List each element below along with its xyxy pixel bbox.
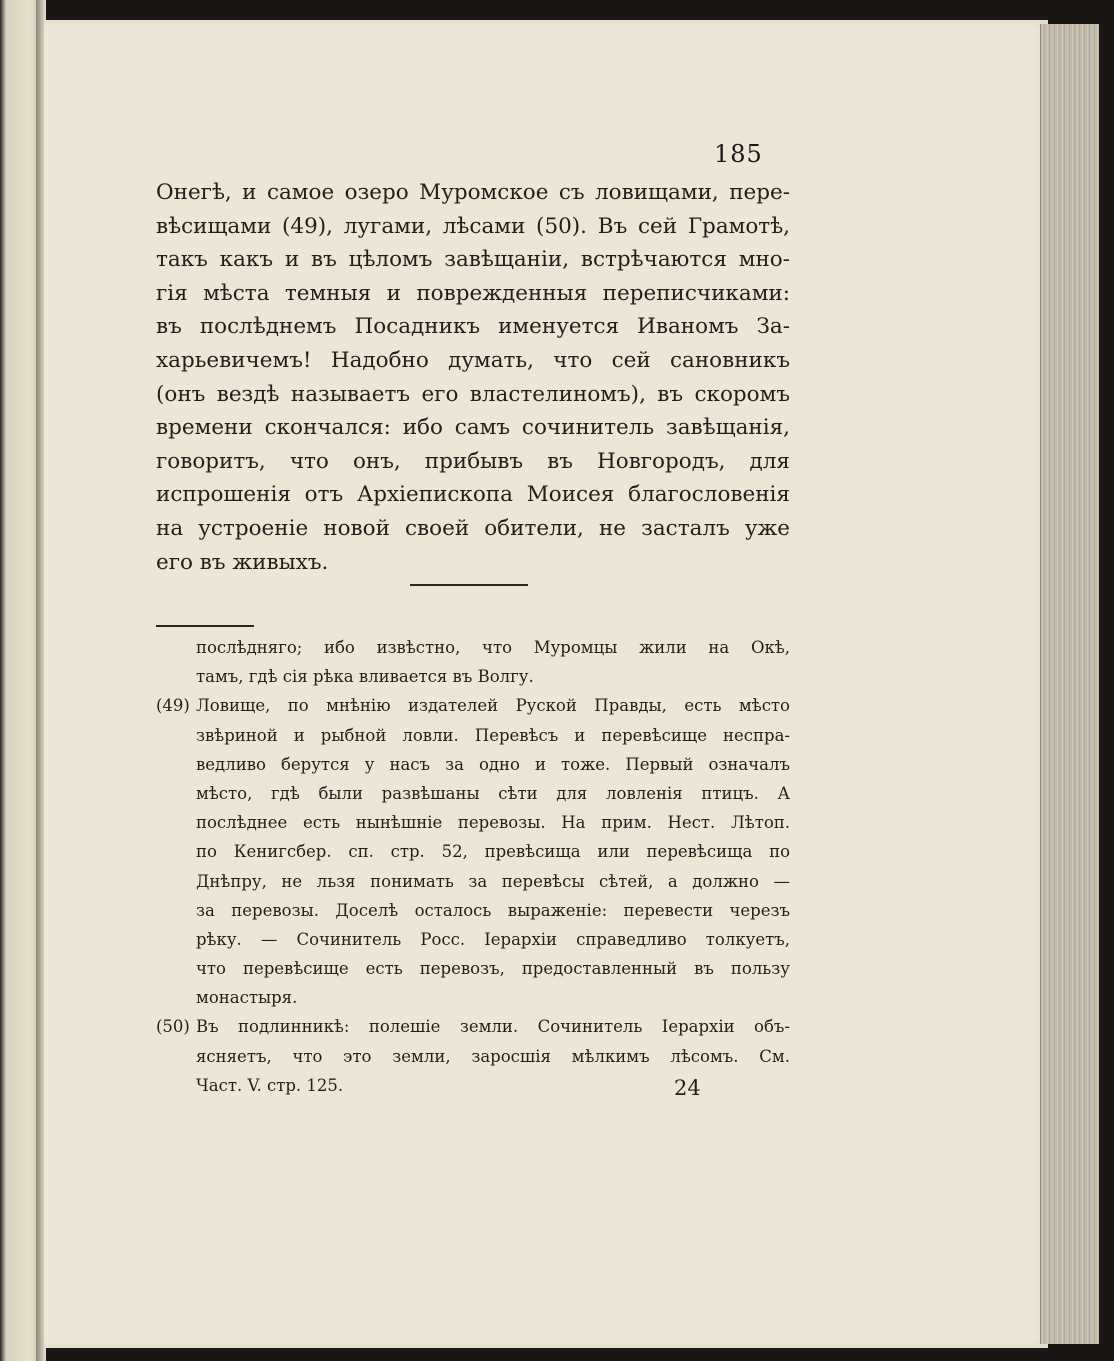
footnote-line: за перевозы. Доселѣ осталось выраженіе: перевести черезъ bbox=[196, 900, 790, 920]
main-text-line: его въ живыхъ. bbox=[156, 549, 329, 575]
footnote-continuation bbox=[156, 633, 790, 691]
footnotes bbox=[156, 633, 790, 1100]
main-text-line: харьевичемъ! Надобно думать, что сей сановникъ bbox=[156, 347, 790, 373]
footnote-line: тамъ, гдѣ сія рѣка вливается въ Волгу. bbox=[196, 667, 534, 687]
main-text-line: (онъ вездѣ называетъ его властелиномъ), въ скоромъ bbox=[156, 381, 790, 407]
left-page-edge bbox=[0, 0, 40, 1361]
page-number: 185 bbox=[714, 140, 763, 168]
footnote-marker: (49) bbox=[156, 696, 190, 716]
main-text-line: Онегѣ, и самое озеро Муромское съ ловищами, пере- bbox=[156, 180, 790, 205]
footnote-line: по Кенигсбер. сп. стр. 52, превѣсища или перевѣсища по bbox=[196, 842, 790, 862]
page-stack-edge bbox=[1040, 24, 1099, 1344]
footnote-line: монастыря. bbox=[196, 988, 298, 1008]
main-text-line: говоритъ, что онъ, прибывъ въ Новгородъ, для bbox=[156, 448, 790, 474]
main-text-line: времени скончался: ибо самъ сочинитель завѣщанія, bbox=[156, 415, 790, 441]
footnote-line: Част. V. стр. 125. bbox=[196, 1075, 344, 1095]
signature-mark: 24 bbox=[674, 1076, 701, 1100]
section-divider bbox=[410, 584, 528, 586]
footnote-line: мѣсто, гдѣ были развѣшаны сѣти для ловленія птицъ. А bbox=[196, 783, 790, 803]
footnote-line: ведливо берутся у насъ за одно и тоже. Первый означалъ bbox=[196, 754, 790, 774]
footnote-49 bbox=[156, 691, 790, 1012]
main-text-line: гія мѣста темныя и поврежденныя переписчиками: bbox=[156, 280, 790, 306]
footnote-line: Ловище, по мнѣнію издателей Руской Правды, есть мѣсто bbox=[196, 696, 790, 716]
main-text-line: испрошенія отъ Архіепископа Моисея благословенія bbox=[156, 482, 790, 508]
footnote-rule bbox=[156, 625, 254, 627]
main-text-line: на устроеніе новой своей обители, не засталъ уже bbox=[156, 515, 790, 541]
footnote-line: рѣку. — Сочинитель Росс. Іерархіи справедливо толкуетъ, bbox=[196, 929, 790, 949]
footnote-line: что перевѣсище есть перевозъ, предоставленный въ пользу bbox=[196, 959, 790, 979]
main-text bbox=[156, 176, 790, 579]
footnote-line: послѣднее есть нынѣшніе перевозы. На прим. Нест. Лѣтоп. bbox=[196, 813, 790, 833]
main-text-line: вѣсищами (49), лугами, лѣсами (50). Въ сей Грамотѣ, bbox=[156, 213, 790, 239]
footnote-marker: (50) bbox=[156, 1017, 190, 1037]
footnote-line: Въ подлинникѣ: полешіе земли. Сочинитель Іерархіи объ- bbox=[196, 1017, 790, 1037]
main-text-line: въ послѣднемъ Посадникъ именуется Иваномъ За- bbox=[156, 314, 790, 340]
footnote-line: ясняетъ, что это земли, заросшія мѣлкимъ лѣсомъ. См. bbox=[196, 1046, 790, 1066]
main-text-line: такъ какъ и въ цѣломъ завѣщаніи, встрѣчаются мно- bbox=[156, 247, 790, 273]
footnote-line: Днѣпру, не льзя понимать за перевѣсы сѣтей, а должно — bbox=[196, 871, 790, 891]
footnote-line: звѣриной и рыбной ловли. Перевѣсъ и перевѣсище неспра- bbox=[196, 725, 790, 745]
footnote-line: послѣдняго; ибо извѣстно, что Муромцы жили на Окѣ, bbox=[196, 638, 790, 657]
